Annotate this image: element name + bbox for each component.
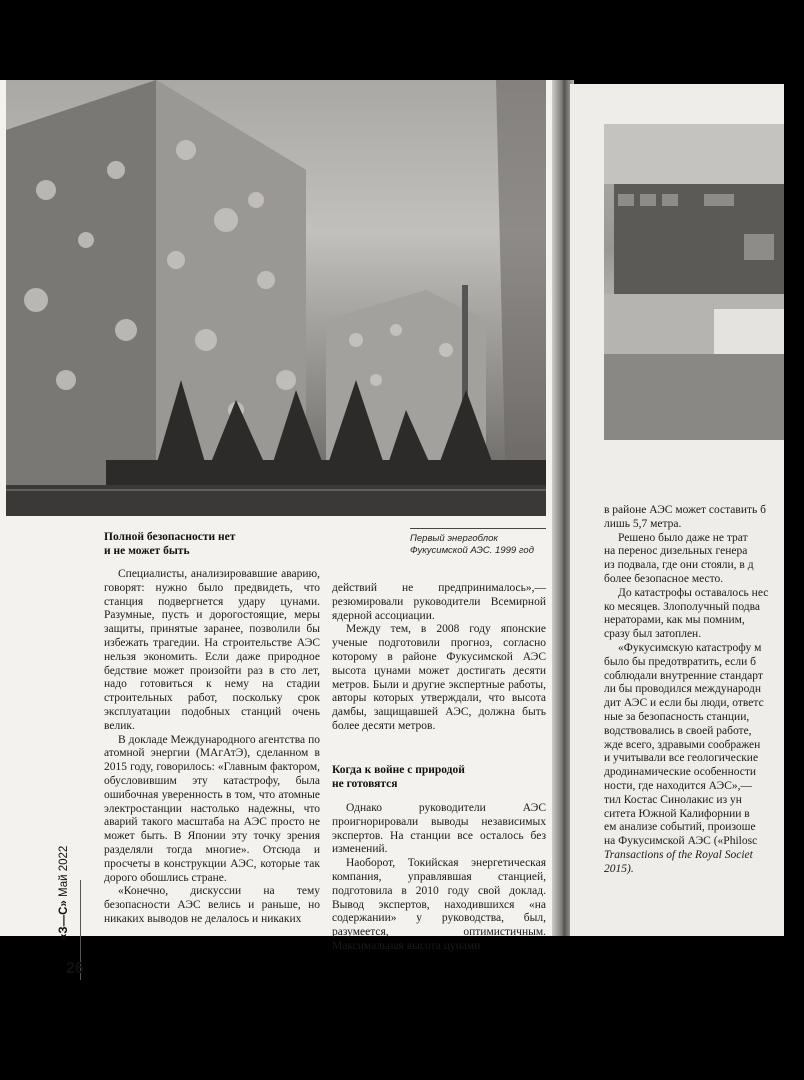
left-page [0, 80, 556, 977]
heading-line: Полной безопасности нет [104, 531, 236, 543]
text-line: более безопасное место. [604, 572, 724, 585]
text-line: соблюдали внутренние стандарт [604, 669, 763, 682]
text-column-2 [332, 582, 546, 734]
text-column-1 [104, 568, 320, 927]
text-column-3 [604, 504, 804, 877]
text-column-2-continued [332, 802, 546, 954]
text-line: тил Костас Синолакис из ун [604, 793, 742, 806]
text-line: дит АЭС и если бы люди, ответс [604, 697, 764, 710]
text-line: 2015). [604, 862, 634, 875]
text-line: ко месяцев. Злополучный подва [604, 600, 760, 613]
paragraph: Специалисты, анализировавшие аварию, говорят: нужно было предвидеть, что станция подвергнется удару цунами. Разумные, пусть и дорогостоящие, меры защиты, принятые заранее, позволили бы избежать трагедии. На строительстве АЭС нельзя экономить. Если даже природное бедствие может произойти раз в сто лет, надо готовиться к нему на стадии строительных работ, поскольку срок эксплуатации подобных станций очень велик. [104, 568, 320, 732]
caption-line: Фукусимской АЭС. 1999 год [410, 545, 534, 556]
text-line: жде всего, здравыми соображен [604, 738, 761, 751]
text-line: «Фукусимскую катастрофу м [618, 641, 762, 654]
paragraph: Однако руководители АЭС проигнорировали выводы независимых экспертов. На станции все осталось без изменений. [332, 802, 546, 856]
heading-line: и не может быть [104, 545, 190, 557]
text-line: ности, где находится АЭС»,— [604, 779, 753, 792]
text-line: ные за безопасность станции, [604, 710, 750, 723]
text-line: из подвала, где они стояли, в д [604, 559, 754, 572]
right-page [570, 84, 784, 936]
journal-name: «З—С» [58, 900, 70, 940]
text-line: Решено было даже не трат [618, 531, 748, 544]
text-line: сразу был затоплен. [604, 628, 702, 641]
heading-line: Когда к войне с природой [332, 764, 465, 776]
page-number: 26 [66, 960, 84, 977]
text-line: ситета Южной Калифорнии в [604, 807, 750, 820]
text-line: лишь 5,7 метра. [604, 517, 682, 530]
section-heading [104, 530, 274, 558]
text-line: До катастрофы оставалось нес [618, 586, 769, 599]
text-line: Transactions of the Royal Societ [604, 848, 753, 861]
heading-line: не готовятся [332, 778, 398, 790]
caption-line: Первый энергоблок [410, 533, 498, 544]
issue-date: Май 2022 [58, 845, 70, 897]
text-line: водствовались в своей работе, [604, 724, 752, 737]
paragraph: Между тем, в 2008 году японские ученые подготовили прогноз, согласно которому в районе Фукусимской АЭС высота цунами может достигать десяти метров. Были и другие экспертные работы, авторы которых утверждали, что высота дамбы, защищавшей АЭС, должна быть более десяти метров. [332, 623, 546, 732]
paragraph: В докладе Международного агентства по атомной энергии (МАгАтЭ), сделанном в 2015 году, говорилось: «Главным фактором, обусловившим эту катастрофу, была ошибочная уверенность в том, что атомные электростанции настолько надежны, что аварий такого масштаба на АЭС просто не может быть. В Японии эту точку зрения разделяли тогда многие». Отсюда и просчеты в конструкции АЭС, которые так дорого обошлись стране. [104, 733, 320, 884]
text-line: ли бы проводился международн [604, 683, 762, 696]
journal-issue-label [58, 780, 78, 940]
text-line: было бы предотвратить, если б [604, 655, 757, 668]
photo-caption [410, 528, 546, 557]
text-line: дродинамические особенности [604, 766, 757, 779]
paragraph: «Конечно, дискуссии на тему безопасности АЭС велись и раньше, но никаких выводов не делалось и никаких [104, 885, 320, 925]
control-room-photo [604, 124, 784, 440]
text-line: в районе АЭС может составить б [604, 504, 766, 516]
paragraph: Наоборот, Токийская энергетическая компания, управлявшая станцией, подготовила в 2010 году свой доклад. Вывод экспертов, находившихся «на содержании» у руководства, был, разумеется, оптимистичным. Максимальная высота цунами [332, 857, 546, 952]
text-line: и учитывали все геологические [604, 752, 759, 765]
paragraph: действий не предпринималось»,— резюмировали руководители Всемирной ядерной ассоциации. [332, 582, 546, 622]
text-line: на перенос дизельных генера [604, 545, 748, 558]
section-heading [332, 763, 532, 791]
text-line: на Фукусимской АЭС («Philosc [604, 835, 758, 848]
text-line: нераторами, как мы помним, [604, 614, 745, 627]
text-line: ем анализе событий, произоше [604, 821, 756, 834]
reactor-building-photo [6, 80, 546, 516]
